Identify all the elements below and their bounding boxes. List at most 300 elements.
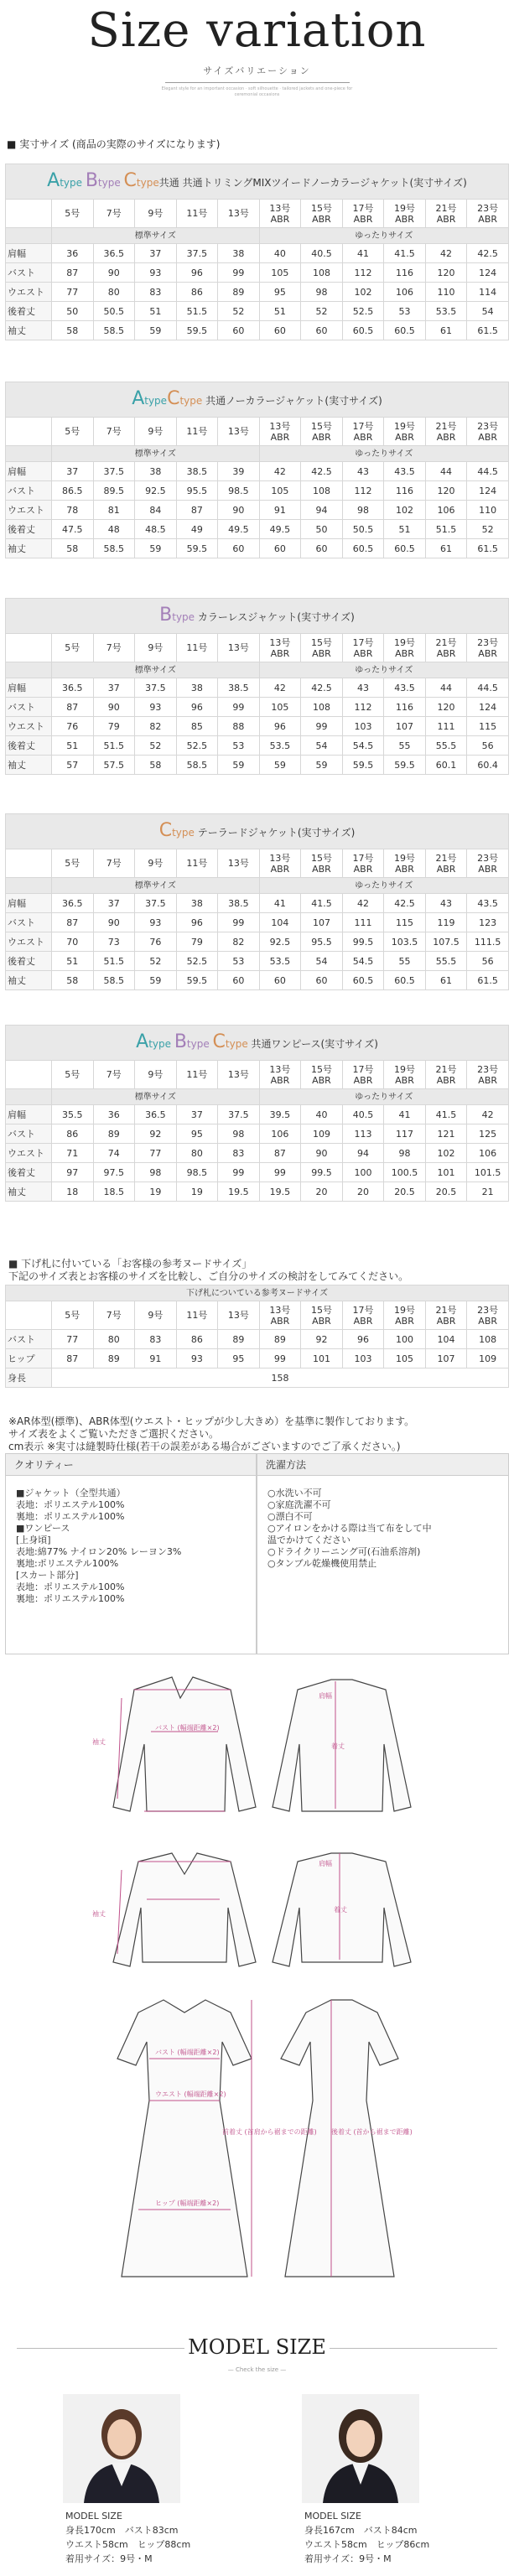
table-cell: 116 [384, 263, 426, 283]
table-cell: 60 [259, 971, 301, 990]
group-blank [6, 878, 52, 894]
model-line: 着用サイズ：9号・M [304, 2553, 392, 2564]
table-cell: 60 [259, 539, 301, 558]
size-header-row [6, 634, 509, 662]
table-cell: 44 [425, 678, 467, 698]
type-label: type [172, 826, 195, 839]
type-label: type [186, 1037, 213, 1050]
table-cell: 42 [425, 244, 467, 263]
table-cell: 52 [218, 302, 260, 321]
size-header: 19号 ABR [384, 200, 426, 228]
table-cell: 60 [218, 321, 260, 340]
size-header: 19号 ABR [384, 1301, 426, 1330]
size-header: 17号 ABR [342, 1061, 384, 1089]
table-cell: 99 [218, 1163, 260, 1182]
table-cell: 86 [176, 1330, 218, 1349]
table-cell: 101 [301, 1349, 343, 1368]
row-label: ウエスト [6, 1144, 52, 1163]
table-cell: 57.5 [93, 756, 135, 775]
group-blank [6, 1089, 52, 1105]
table-cell: 105 [259, 698, 301, 717]
row-label: バスト [6, 263, 52, 283]
table-title [6, 164, 509, 200]
size-header: 7号 [93, 418, 135, 446]
washing-line: ○アイロンをかける際は当て布をして中 [267, 1523, 432, 1534]
type-letter: C [212, 1031, 226, 1052]
table-cell: 43 [342, 678, 384, 698]
table-cell: 93 [135, 913, 177, 932]
size-header: 5号 [52, 1061, 94, 1089]
table-cell: 38 [176, 894, 218, 913]
row-label: 肩幅 [6, 678, 52, 698]
size-header: 7号 [93, 634, 135, 662]
table-cell: 102 [342, 283, 384, 302]
size-header: 13号 [218, 1061, 260, 1089]
page-subtitle: サイズバリエーション [203, 65, 311, 76]
table-cell: 59 [135, 539, 177, 558]
size-header: 23号 ABR [467, 1301, 509, 1330]
size-header: 13号 [218, 634, 260, 662]
type-label: type [144, 394, 168, 407]
group-blank [6, 446, 52, 462]
table-title-row [6, 164, 509, 200]
table-row [6, 971, 509, 990]
table-cell: 60.1 [425, 756, 467, 775]
table-cell: 98.5 [176, 1163, 218, 1182]
title-part: 共通 [158, 176, 179, 189]
group-wide: ゆったりサイズ [259, 662, 508, 678]
table-cell: 49.5 [218, 520, 260, 539]
table-cell: 56 [467, 736, 509, 756]
row-label: ウエスト [6, 932, 52, 952]
diagram-label-sleeve: 袖丈 [92, 1910, 106, 1918]
group-wide: ゆったりサイズ [259, 446, 508, 462]
table-cell: 19.5 [259, 1182, 301, 1202]
size-header: 11号 [176, 200, 218, 228]
quality-line: [上身頃] [16, 1535, 51, 1545]
table-cell: 58.5 [93, 321, 135, 340]
washing-line: ○家庭洗濯不可 [267, 1499, 331, 1510]
table-cell: 124 [467, 481, 509, 501]
table-cell: 21 [467, 1182, 509, 1202]
row-label: バスト [6, 1124, 52, 1144]
group-standard: 標準サイズ [52, 1089, 260, 1105]
table-cell: 19 [135, 1182, 177, 1202]
table-cell: 96 [259, 717, 301, 736]
row-label: 袖丈 [6, 1182, 52, 1202]
table-cell: 20 [301, 1182, 343, 1202]
table-cell: 42 [467, 1105, 509, 1124]
table-cell: 102 [425, 1144, 467, 1163]
table-cell: 58 [135, 756, 177, 775]
type-letter: A [47, 169, 60, 191]
table-cell: 104 [425, 1330, 467, 1349]
table-cell: 106 [259, 1124, 301, 1144]
type-label: type [179, 394, 203, 407]
table-row [6, 952, 509, 971]
size-header-row [6, 1061, 509, 1089]
size-header: 13号 ABR [259, 1061, 301, 1089]
table-row [6, 462, 509, 481]
table-cell: 101.5 [467, 1163, 509, 1182]
size-header: 15号 ABR [301, 634, 343, 662]
table-cell: 93 [135, 698, 177, 717]
table-cell: 106 [467, 1144, 509, 1163]
size-header: 15号 ABR [301, 418, 343, 446]
table-cell: 89 [218, 1330, 260, 1349]
table-cell: 42 [259, 462, 301, 481]
table-cell: 54 [301, 736, 343, 756]
table-cell: 57 [52, 756, 94, 775]
size-header: 11号 [176, 634, 218, 662]
size-header: 11号 [176, 849, 218, 878]
table-row [6, 481, 509, 501]
table-cell: 49.5 [259, 520, 301, 539]
nude-title-row [6, 1285, 509, 1301]
table-cell: 86 [52, 1124, 94, 1144]
table-cell: 89 [218, 283, 260, 302]
table-cell: 37 [93, 894, 135, 913]
table-cell: 58 [52, 539, 94, 558]
table-cell: 116 [384, 698, 426, 717]
table-cell: 41.5 [384, 244, 426, 263]
table-title-row [6, 1026, 509, 1061]
table-cell: 59 [259, 756, 301, 775]
table-cell: 54.5 [342, 736, 384, 756]
type-label: type [97, 176, 124, 189]
table-cell: 60 [301, 539, 343, 558]
table-cell: 90 [93, 698, 135, 717]
table-cell: 108 [301, 698, 343, 717]
nude-intro [8, 1258, 507, 1283]
table-cell: 60.5 [384, 971, 426, 990]
table-cell: 55.5 [425, 736, 467, 756]
size-header: 17号 ABR [342, 1301, 384, 1330]
table-cell: 38.5 [218, 678, 260, 698]
table-row [6, 736, 509, 756]
size-header: 9号 [135, 200, 177, 228]
quality-line: 裏地:ポリエステル100% [16, 1558, 119, 1569]
table-cell: 96 [176, 913, 218, 932]
table-cell: 59.5 [342, 756, 384, 775]
table-cell: 41 [384, 1105, 426, 1124]
table-cell: 87 [52, 913, 94, 932]
size-table [5, 382, 509, 558]
table-cell: 99 [218, 913, 260, 932]
table-cell: 87 [176, 501, 218, 520]
size-header: 13号 [218, 418, 260, 446]
diagram-label-sleeve: 袖丈 [92, 1738, 106, 1746]
size-header: 13号 ABR [259, 634, 301, 662]
diagram-label-length: 着丈 [331, 1742, 345, 1750]
row-label: 肩幅 [6, 1105, 52, 1124]
table-cell: 43 [425, 894, 467, 913]
table-row [6, 678, 509, 698]
table-cell: 115 [384, 913, 426, 932]
table-cell: 105 [259, 263, 301, 283]
table-cell: 77 [52, 1330, 94, 1349]
size-header-row [6, 200, 509, 228]
size-header: 21号 ABR [425, 1061, 467, 1089]
table-cell: 58.5 [176, 756, 218, 775]
table-cell: 95 [176, 1124, 218, 1144]
size-header: 11号 [176, 1061, 218, 1089]
group-row [6, 878, 509, 894]
row-label: 袖丈 [6, 756, 52, 775]
table-cell: 103.5 [384, 932, 426, 952]
size-header: 9号 [135, 418, 177, 446]
table-cell: 99.5 [301, 1163, 343, 1182]
table-cell: 60.5 [342, 971, 384, 990]
table-cell: 107 [384, 717, 426, 736]
diagram-label-shoulder: 肩幅 [319, 1692, 332, 1700]
quality-heading: クオリティー [6, 1454, 256, 1476]
table-cell: 76 [52, 717, 94, 736]
table-cell: 97.5 [93, 1163, 135, 1182]
table-cell: 124 [467, 698, 509, 717]
quality-line: 表地：ポリエステル100% [16, 1581, 125, 1592]
table-cell: 95.5 [176, 481, 218, 501]
table-cell: 51.5 [93, 736, 135, 756]
table-cell: 50 [301, 520, 343, 539]
header-blank [6, 200, 52, 228]
table-cell: 107.5 [425, 932, 467, 952]
table-cell: 37.5 [135, 678, 177, 698]
size-header: 9号 [135, 1301, 177, 1330]
quality-box [5, 1453, 257, 1654]
table-cell: 111 [342, 913, 384, 932]
table-cell: 39.5 [259, 1105, 301, 1124]
table-cell: 19 [176, 1182, 218, 1202]
nude-intro-line: 下記のサイズ表とお客様のサイズを比較し、ご自分のサイズの検討をしてみてください。 [8, 1270, 409, 1282]
type-letter: B [85, 169, 98, 191]
table-cell: 59.5 [176, 321, 218, 340]
table-cell: 98 [301, 283, 343, 302]
table-cell: 101 [425, 1163, 467, 1182]
table-cell: 89 [93, 1349, 135, 1368]
row-label: 袖丈 [6, 321, 52, 340]
table-cell: 99 [259, 1163, 301, 1182]
table-cell: 100 [384, 1330, 426, 1349]
size-header: 7号 [93, 849, 135, 878]
table-cell: 93 [135, 263, 177, 283]
table-cell: 61.5 [467, 971, 509, 990]
table-cell: 18 [52, 1182, 94, 1202]
table-cell: 110 [425, 283, 467, 302]
table-cell: 40.5 [342, 1105, 384, 1124]
table-cell: 60.5 [342, 321, 384, 340]
table-cell: 90 [93, 913, 135, 932]
group-standard: 標準サイズ [52, 228, 260, 244]
nude-intro-line: ■ 下げ札に付いている「お客様の参考ヌードサイズ」 [8, 1258, 252, 1270]
table-cell: 59 [301, 756, 343, 775]
table-cell: 58 [52, 971, 94, 990]
size-header: 7号 [93, 200, 135, 228]
size-header: 17号 ABR [342, 849, 384, 878]
header-blank [6, 1061, 52, 1089]
table-title-row [6, 814, 509, 849]
size-header: 5号 [52, 418, 94, 446]
table-row [6, 302, 509, 321]
table-title-text: 共通トリミングMIXツイードノーカラージャケット(実寸サイズ) [182, 176, 467, 189]
table-cell: 99 [218, 263, 260, 283]
type-label: type [172, 610, 195, 623]
table-cell: 38.5 [218, 894, 260, 913]
model-info-1 [65, 2509, 190, 2566]
table-cell: 36.5 [93, 244, 135, 263]
row-label: バスト [6, 481, 52, 501]
type-letter: C [123, 169, 137, 191]
table-cell: 20.5 [425, 1182, 467, 1202]
collarless-front-outline [113, 1853, 256, 1966]
quality-line [6, 1476, 256, 1488]
note-line: サイズ表をよくご覧いただきご選択ください。 [8, 1428, 220, 1440]
table-cell: 51 [135, 302, 177, 321]
model-info-2 [304, 2509, 429, 2566]
table-cell: 109 [301, 1124, 343, 1144]
table-cell: 74 [93, 1144, 135, 1163]
group-blank [6, 228, 52, 244]
table-title-row [6, 382, 509, 418]
group-standard: 標準サイズ [52, 446, 260, 462]
table-cell: 94 [301, 501, 343, 520]
table-cell: 51.5 [176, 302, 218, 321]
table-cell: 36 [52, 244, 94, 263]
row-label: 袖丈 [6, 971, 52, 990]
table-cell: 35.5 [52, 1105, 94, 1124]
table-row [6, 244, 509, 263]
table-cell: 99 [218, 698, 260, 717]
size-header: 13号 ABR [259, 849, 301, 878]
table-cell: 49 [176, 520, 218, 539]
table-cell: 87 [52, 698, 94, 717]
model-line: 身長167cm バスト84cm [304, 2525, 418, 2536]
size-header-row [6, 1301, 509, 1330]
table-cell: 39 [218, 462, 260, 481]
table-cell: 52 [467, 520, 509, 539]
table-cell: 37.5 [176, 244, 218, 263]
height-value: 158 [52, 1368, 509, 1388]
table-cell: 83 [135, 1330, 177, 1349]
washing-line: ○ドライクリーニング可(石油系溶剤) [267, 1546, 421, 1557]
size-header: 17号 ABR [342, 200, 384, 228]
table-cell: 73 [93, 932, 135, 952]
header [0, 0, 514, 126]
header-blank [6, 418, 52, 446]
group-wide: ゆったりサイズ [259, 228, 508, 244]
table-cell: 95 [218, 1349, 260, 1368]
row-label: 後着丈 [6, 302, 52, 321]
group-row [6, 228, 509, 244]
table-cell: 119 [425, 913, 467, 932]
table-cell: 58.5 [93, 539, 135, 558]
table-cell: 98.5 [218, 481, 260, 501]
table-cell: 55 [384, 736, 426, 756]
table-cell: 38 [135, 462, 177, 481]
table-cell: 61 [425, 539, 467, 558]
size-table [5, 598, 509, 775]
size-header: 17号 ABR [342, 418, 384, 446]
table-cell: 43.5 [384, 462, 426, 481]
washing-box [257, 1453, 509, 1654]
table-cell: 92 [135, 1124, 177, 1144]
table-cell: 60.4 [467, 756, 509, 775]
diagram-label-front-length: 前着丈 (首肩から裾までの距離) [222, 2128, 317, 2136]
table-cell: 82 [218, 932, 260, 952]
model-line: ウエスト58cm ヒップ86cm [304, 2539, 430, 2550]
table-cell: 48.5 [135, 520, 177, 539]
table-cell: 37.5 [218, 1105, 260, 1124]
table-cell: 120 [425, 698, 467, 717]
diagram-label-bust: バスト (幅端距離×2) [155, 1724, 220, 1732]
table-cell: 96 [342, 1330, 384, 1349]
table-cell: 52 [135, 952, 177, 971]
table-cell: 40 [259, 244, 301, 263]
size-header: 23号 ABR [467, 1061, 509, 1089]
row-label: バスト [6, 698, 52, 717]
table-cell: 51 [52, 736, 94, 756]
model-heading: MODEL SIZE [304, 2511, 361, 2521]
table-cell: 43.5 [467, 894, 509, 913]
table-cell: 42.5 [384, 894, 426, 913]
table-cell: 124 [467, 263, 509, 283]
page-title: Size variation [87, 3, 427, 58]
table-cell: 107 [425, 1349, 467, 1368]
type-letter: B [159, 604, 173, 626]
type-letter: C [158, 819, 173, 841]
size-header: 13号 [218, 1301, 260, 1330]
quality-line: ■ジャケット（全型共通） [16, 1488, 126, 1498]
row-label: バスト [6, 1330, 52, 1349]
table-cell: 61 [425, 321, 467, 340]
model-size-title: MODEL SIZE [188, 2335, 326, 2359]
table-cell: 100 [342, 1163, 384, 1182]
washing-line: 温でかけてください [267, 1535, 350, 1545]
table-cell: 41 [342, 244, 384, 263]
table-cell: 98 [342, 501, 384, 520]
diagram-label-length: 着丈 [334, 1906, 347, 1914]
table-cell: 38 [176, 678, 218, 698]
table-cell: 61.5 [467, 539, 509, 558]
group-row [6, 1089, 509, 1105]
table-cell: 116 [384, 481, 426, 501]
table-cell: 90 [301, 1144, 343, 1163]
size-header: 5号 [52, 1301, 94, 1330]
table-cell: 41 [259, 894, 301, 913]
table-cell: 120 [425, 263, 467, 283]
table-cell: 59 [218, 756, 260, 775]
model-heading: MODEL SIZE [65, 2511, 122, 2521]
table-cell: 36.5 [52, 894, 94, 913]
garment-diagram [0, 1665, 514, 2319]
type-letter: B [174, 1031, 187, 1052]
table-cell: 113 [342, 1124, 384, 1144]
table-cell: 53.5 [259, 952, 301, 971]
table-cell: 111.5 [467, 932, 509, 952]
row-label: 袖丈 [6, 539, 52, 558]
dress-front-outline [117, 2000, 252, 2277]
size-header: 11号 [176, 1301, 218, 1330]
group-blank [6, 662, 52, 678]
size-header: 13号 ABR [259, 418, 301, 446]
table-cell: 61 [425, 971, 467, 990]
size-header: 9号 [135, 849, 177, 878]
table-cell: 54 [301, 952, 343, 971]
table-cell: 77 [52, 283, 94, 302]
table-cell: 83 [135, 283, 177, 302]
table-cell: 43.5 [384, 678, 426, 698]
table-cell: 85 [176, 717, 218, 736]
